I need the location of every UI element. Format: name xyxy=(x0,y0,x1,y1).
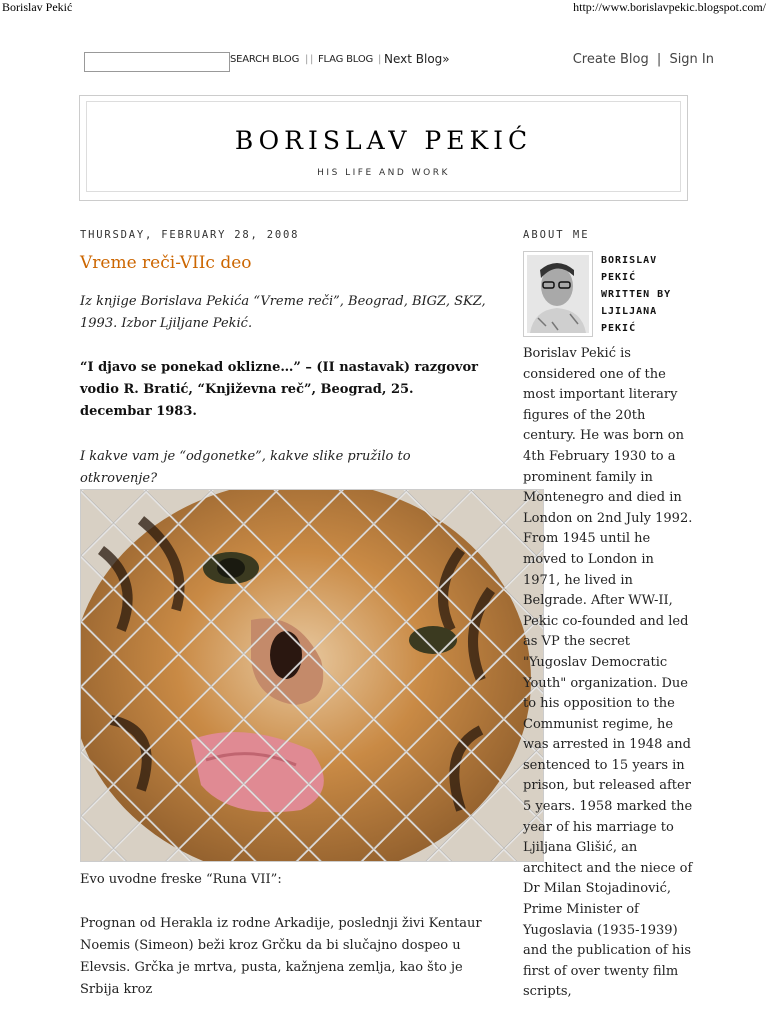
tiger-photo xyxy=(80,489,544,862)
post-title[interactable]: Vreme reči-VIIc deo xyxy=(80,253,252,273)
print-header-url: http://www.borislavpekic.blogspot.com/ xyxy=(573,0,766,14)
nav-separator: | xyxy=(305,54,309,65)
flag-blog-button[interactable]: FLAG BLOG xyxy=(318,54,374,65)
avatar-image-svg xyxy=(524,252,592,336)
account-separator: | xyxy=(656,52,662,67)
post-date: THURSDAY, FEBRUARY 28, 2008 xyxy=(80,229,300,241)
post-paragraph: Prognan od Herakla iz rodne Arkadije, poslednji živi Kentaur Noemis (Simeon) beži kroz Grčku da bi slučajno dospeo u Elevsis. Grčka je mrtva, pusta, kažnjena zemlja, kao što je Srbija kroz xyxy=(80,916,482,997)
next-blog-link[interactable]: Next Blog» xyxy=(384,52,450,66)
sign-in-link[interactable]: Sign In xyxy=(669,52,714,67)
nav-separator: | xyxy=(310,54,314,65)
profile-avatar[interactable] xyxy=(523,251,593,337)
post-intro: Iz knjige Borislava Pekića “Vreme reči”, Beograd, BIGZ, SKZ, 1993. Izbor Ljiljane Pekić. xyxy=(80,294,486,331)
profile-name-link[interactable]: BORISLAV PEKIĆ WRITTEN BY LJILJANA PEKIĆ xyxy=(601,255,672,334)
blogger-navbar xyxy=(84,50,714,72)
create-blog-link[interactable]: Create Blog xyxy=(572,52,649,67)
search-input[interactable] xyxy=(84,52,230,72)
post-subtitle: “I djavo se ponekad oklizne…” – (II nastavak) razgovor vodio R. Bratić, “Književna reč”, Beograd, 25. decembar 1983. xyxy=(80,360,478,419)
post-caption: Evo uvodne freske “Runa VII”: xyxy=(80,872,282,887)
print-header-title: Borislav Pekić xyxy=(2,0,73,14)
search-blog-button[interactable]: SEARCH BLOG xyxy=(230,54,300,65)
blog-header xyxy=(79,95,688,201)
tiger-image-svg xyxy=(81,490,543,861)
nav-separator: | xyxy=(378,54,382,65)
blog-description: HIS LIFE AND WORK xyxy=(317,168,450,178)
blog-title[interactable]: BORISLAV PEKIĆ xyxy=(234,126,533,155)
about-me-text: Borislav Pekić is considered one of the most important literary figures of the 20th century. He was born on 4th February 1930 to a prominent family in Montenegro and died in London on 2nd July 1992. From 1945 until he moved to London in 1971, he lived in Belgrade. After WW-II, Pekic co-founded and led as VP the secret "Yugoslav Democratic Youth" organization. Due to his opposition to the Communist regime, he was arrested in 1948 and sentenced to 15 years in prison, but released after 5 years. 1958 marked the year of his marriage to Ljiljana Glišić, an architect and the niece of Dr Milan Stojadinović, Prime Minister of Yugoslavia (1935-1939) and the publication of his first of over twenty film scripts, xyxy=(523,346,693,1000)
account-links xyxy=(573,52,714,67)
post-question: I kakve vam je “odgonetke”, kakve slike pružilo to otkrovenje? xyxy=(80,449,411,486)
blog-header-inner xyxy=(86,101,681,192)
about-me-heading: ABOUT ME xyxy=(523,229,590,241)
